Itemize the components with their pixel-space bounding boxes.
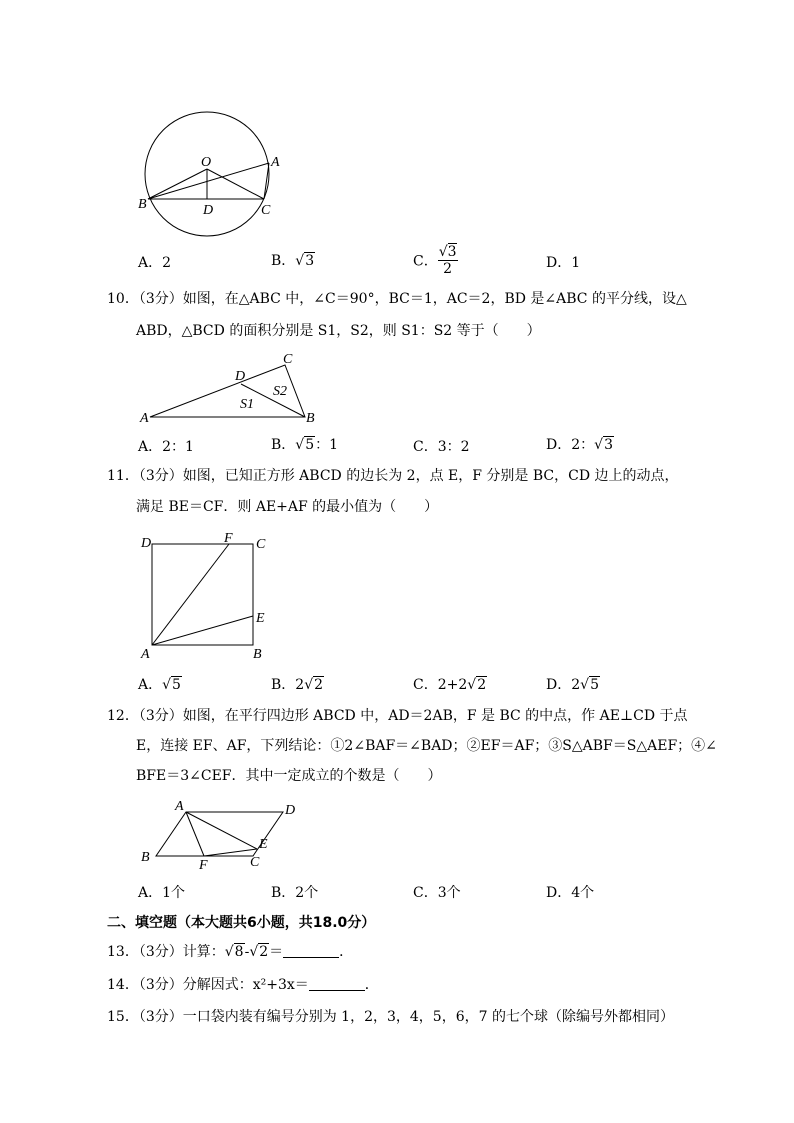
- q11-option-d-radicand: 5: [590, 677, 599, 693]
- q11-square-figure: [138, 530, 273, 665]
- q10-option-b-suffix: ：1: [315, 437, 339, 453]
- q10-option-b-radicand: 5: [305, 437, 315, 453]
- q9-option-b-radicand: 3: [305, 253, 315, 269]
- q11-option-b-radicand: 2: [314, 677, 324, 693]
- label-e: E: [259, 837, 268, 852]
- q14-stem: [107, 975, 379, 995]
- label-c: C: [283, 352, 293, 367]
- q9-option-a[interactable]: A．2: [138, 255, 172, 271]
- q15-stem-line1: 15．（3分）一口袋内装有编号分别为 1，2，3，4，5，6，7 的七个球（除编号外都相同）: [107, 1009, 674, 1025]
- label-s2: S2: [273, 384, 287, 399]
- q13-prefix: 13．（3分）计算：: [107, 944, 225, 960]
- q11-option-a-radicand: 5: [172, 677, 181, 693]
- q10-option-d-prefix: D．2：: [546, 437, 595, 453]
- q11-option-d-prefix: D．2: [546, 677, 581, 693]
- label-a: A: [175, 799, 184, 814]
- q12-option-d[interactable]: D．4个: [546, 885, 595, 901]
- segment-af: [152, 544, 229, 645]
- q9-option-d[interactable]: D．1: [546, 255, 581, 271]
- q11-option-d[interactable]: D．2√5: [546, 677, 599, 693]
- segment-ae: [152, 616, 253, 645]
- label-d: D: [141, 536, 152, 551]
- q10-option-c[interactable]: C．3：2: [413, 439, 470, 455]
- label-f: F: [224, 531, 233, 546]
- q11-option-c-radicand: 2: [477, 677, 487, 693]
- label-b: B: [138, 197, 147, 212]
- q10-stem-line1: 10．（3分）如图，在△ABC 中，∠C＝90°，BC＝1，AC＝2，BD 是∠ABC 的平分线，设△: [107, 291, 687, 307]
- segment-oc: [207, 169, 264, 199]
- label-c: C: [250, 855, 260, 870]
- q13-stem: 13．（3分）计算：√8-√2＝ ．: [107, 944, 354, 960]
- q14-period: ．: [364, 977, 379, 993]
- label-b: B: [141, 850, 150, 865]
- label-a: A: [140, 411, 149, 426]
- label-f: F: [199, 858, 208, 873]
- q12-stem-line3: BFE＝3∠CEF．其中一定成立的个数是（ ）: [136, 768, 442, 784]
- square-abcd: [152, 544, 253, 645]
- q12-option-c[interactable]: C．3个: [413, 885, 461, 901]
- label-s1: S1: [240, 397, 254, 412]
- label-o: O: [201, 155, 212, 170]
- q9-option-c-numerator: 3: [447, 244, 457, 260]
- q12-option-a[interactable]: A．1个: [138, 885, 186, 901]
- q10-stem-line2: ABD，△BCD 的面积分别是 S1，S2，则 S1：S2 等于（ ）: [136, 323, 541, 339]
- label-c: C: [256, 537, 266, 552]
- q9-option-c-fraction: $\frac{√3}{2}$: [438, 244, 457, 277]
- q13-radicand-1: 8: [234, 944, 244, 960]
- segment-af: [186, 812, 204, 856]
- label-e: E: [256, 611, 265, 626]
- q11-option-c-prefix: C．2+2: [413, 677, 468, 693]
- q9-option-b[interactable]: B．√3: [271, 253, 315, 269]
- q11-option-b-prefix: B．2: [271, 677, 305, 693]
- q10-option-d[interactable]: D．2：√3: [546, 437, 613, 453]
- label-d: D: [285, 803, 296, 818]
- q9-option-c-prefix: C．: [413, 253, 438, 270]
- label-b: B: [253, 647, 262, 662]
- q13-answer-blank[interactable]: [283, 943, 339, 958]
- q12-option-b[interactable]: B．2个: [271, 885, 319, 901]
- q11-option-c[interactable]: C．2+2√2: [413, 677, 487, 693]
- label-d: D: [235, 369, 246, 384]
- q14-prefix: 14．（3分）分解因式：x²+3x＝: [107, 977, 309, 993]
- q11-option-b[interactable]: B．2√2: [271, 677, 324, 693]
- q10-triangle-figure: [140, 350, 325, 425]
- q11-option-a-prefix: A．: [138, 677, 163, 693]
- label-a: A: [271, 155, 280, 170]
- q11-option-a[interactable]: A．√5: [138, 677, 181, 693]
- label-c: C: [261, 203, 271, 218]
- label-a: A: [141, 647, 150, 662]
- q9-option-b-prefix: B．: [271, 253, 296, 269]
- section-heading: 二、填空题（本大题共6小题，共18.0分）: [107, 915, 376, 931]
- q10-option-b[interactable]: B．√5：1: [271, 437, 339, 453]
- q11-stem-line2: 满足 BE＝CF．则 AE+AF 的最小值为（ ）: [136, 499, 439, 515]
- q13-equals: ＝: [269, 944, 284, 960]
- q12-stem-line2: E，连接 EF、AF，下列结论：①2∠BAF＝∠BAD；②EF＝AF；③S△ABF＝S△AEF；④∠: [136, 738, 717, 754]
- q13-minus: -: [244, 944, 250, 960]
- q12-parallelogram-figure: [138, 796, 308, 871]
- q13-radicand-2: 2: [259, 944, 269, 960]
- q11-stem-line1: 11．（3分）如图，已知正方形 ABCD 的边长为 2，点 E，F 分别是 BC，CD 边上的动点，: [107, 468, 679, 484]
- label-d: D: [203, 203, 214, 218]
- q9-circle-figure: [130, 118, 300, 238]
- label-b: B: [306, 411, 315, 426]
- q9-option-c[interactable]: [413, 244, 458, 277]
- q14-answer-blank[interactable]: [309, 976, 365, 991]
- q13-period: ．: [339, 944, 354, 960]
- q10-option-a[interactable]: A．2：1: [138, 439, 194, 455]
- q12-stem-line1: 12．（3分）如图，在平行四边形 ABCD 中，AD＝2AB，F 是 BC 的中点，作 AE⊥CD 于点: [107, 708, 688, 724]
- q9-option-c-denominator: 2: [443, 261, 453, 277]
- q10-option-d-radicand: 3: [604, 437, 613, 453]
- q10-option-b-prefix: B．: [271, 437, 296, 453]
- segment-ae: [186, 812, 257, 849]
